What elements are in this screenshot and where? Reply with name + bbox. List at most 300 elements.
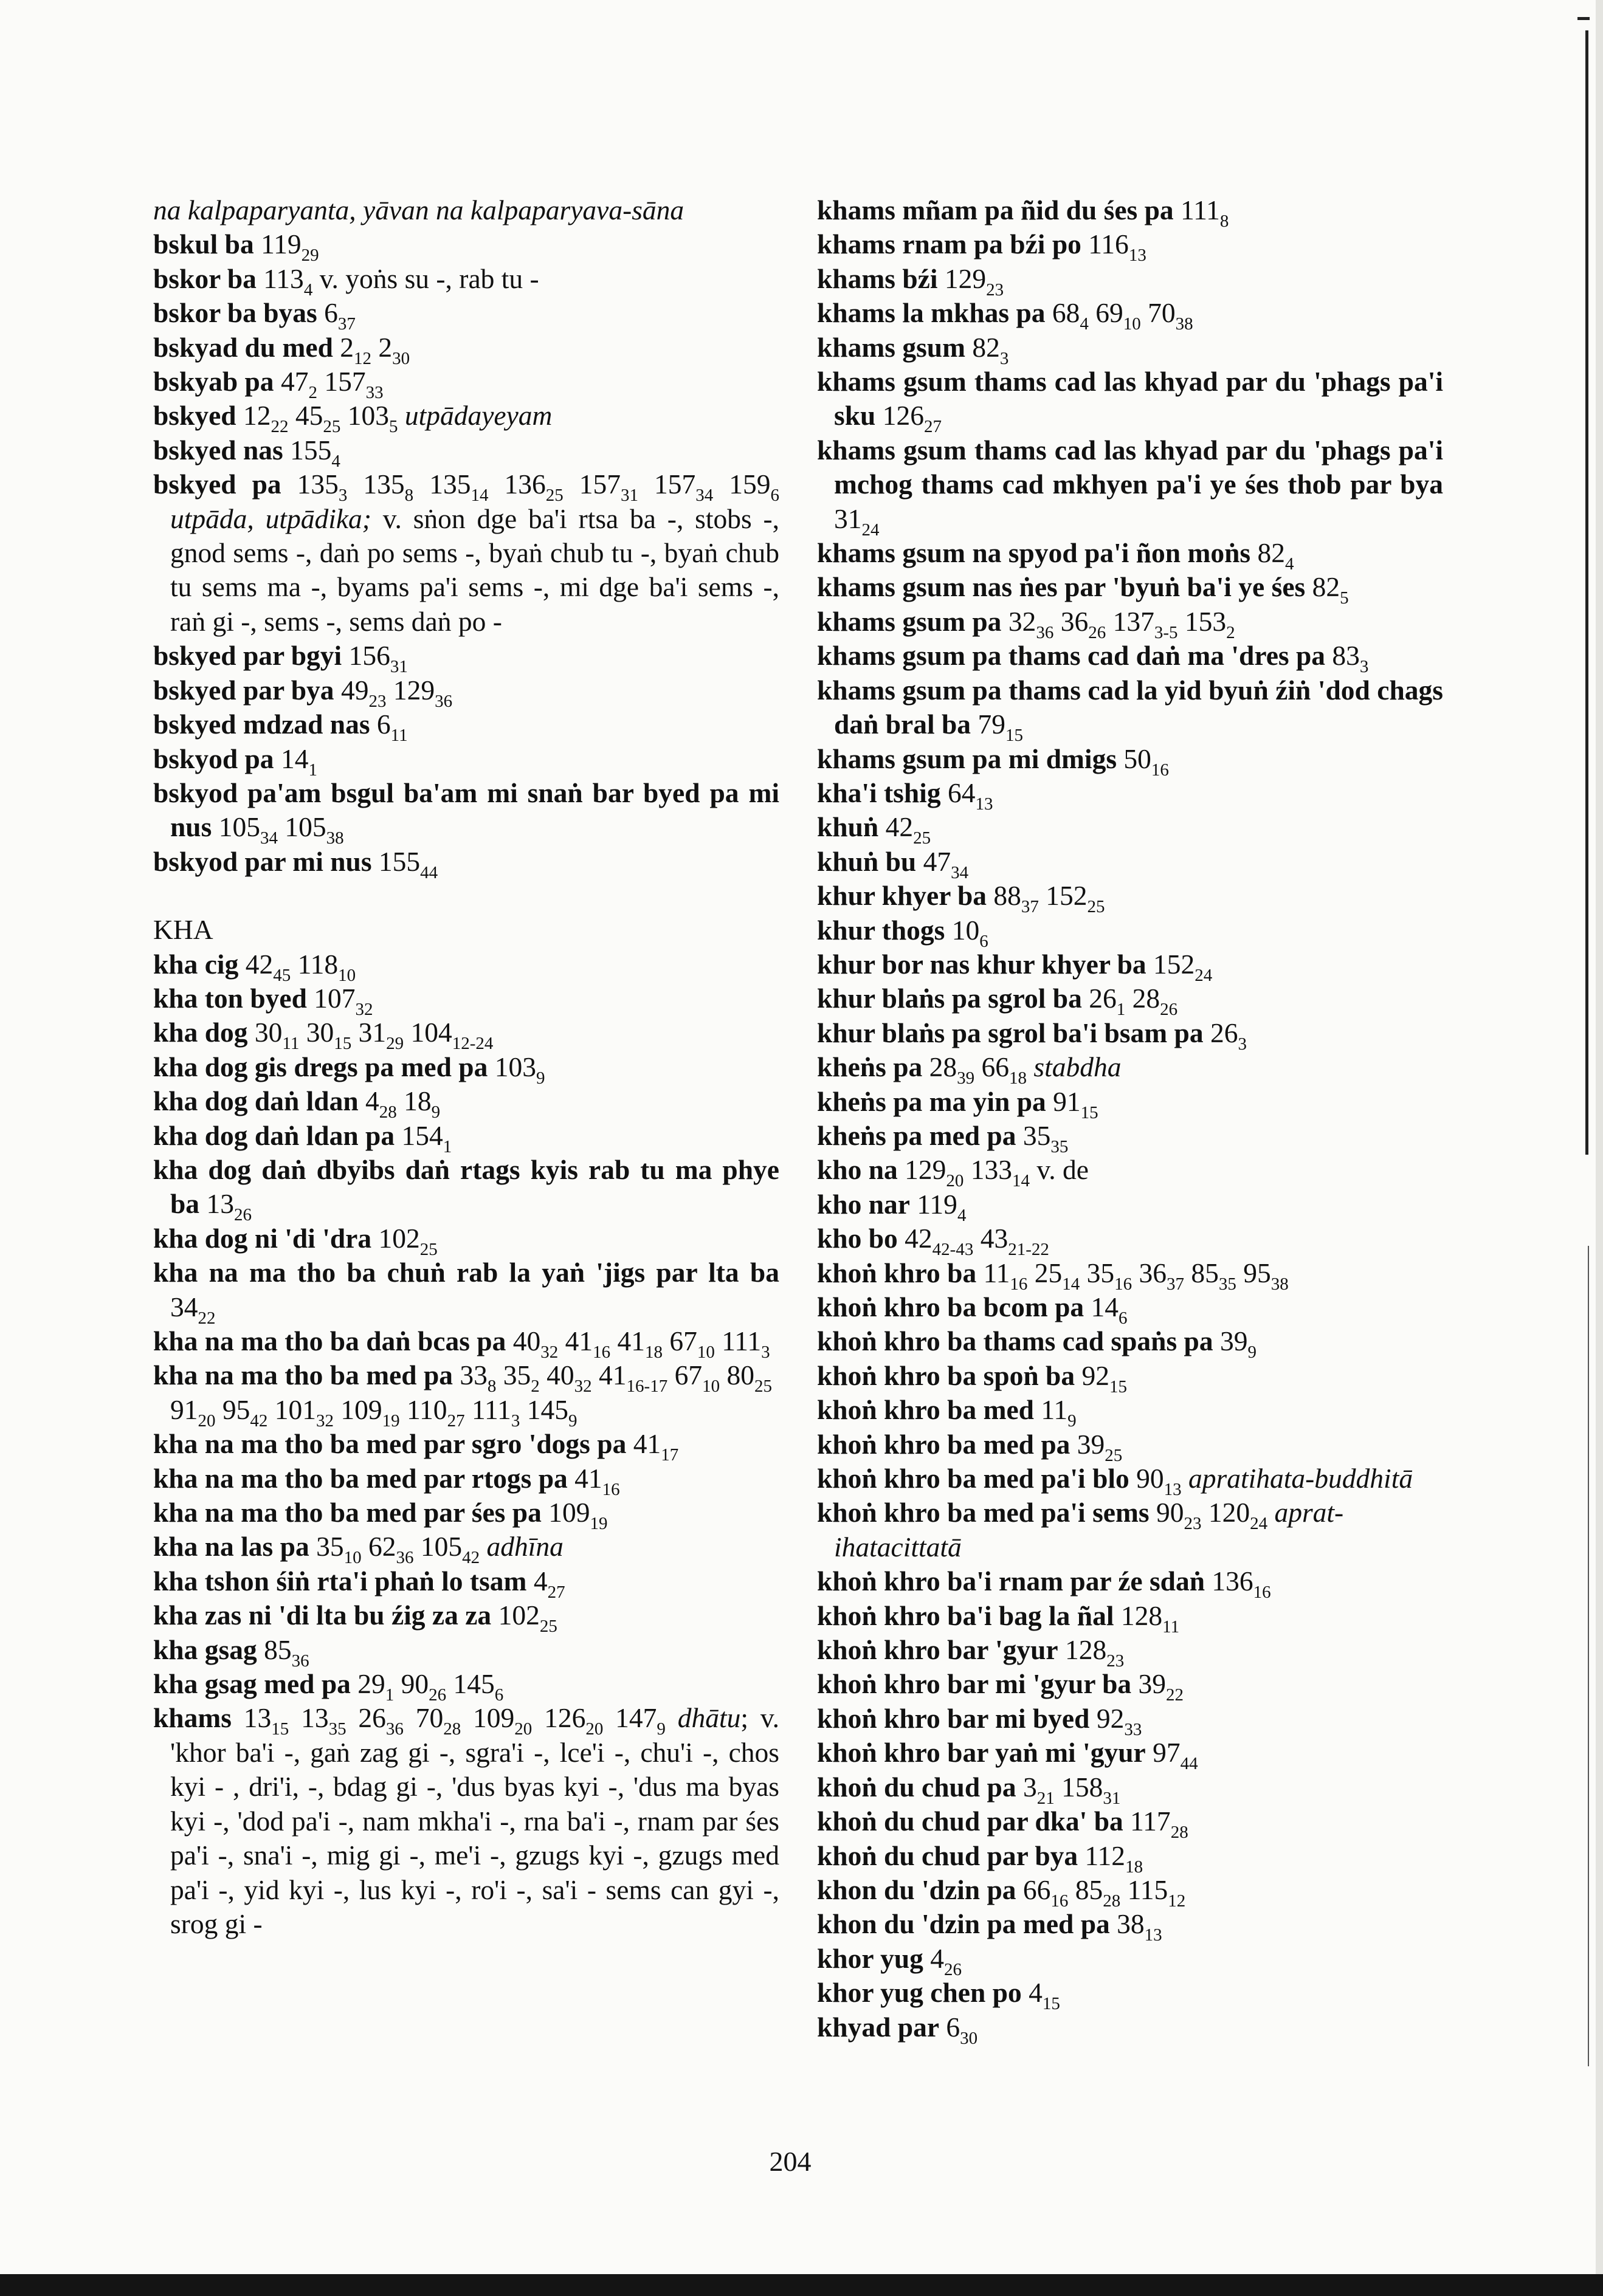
entry-text: 28 xyxy=(1125,983,1160,1014)
index-entry xyxy=(817,1085,1443,1122)
left-column xyxy=(153,193,779,1941)
entry-text: 4 xyxy=(923,1942,945,1974)
line-subscript: 44 xyxy=(420,862,438,882)
index-entry xyxy=(153,1324,779,1362)
entry-text: 26 xyxy=(346,1702,386,1734)
headword: khams gsum thams cad las khyad par du 'phags pa'i mchog thams cad mkhyen pa'i ye śes thob par bya xyxy=(817,434,1443,500)
line-subscript: 17 xyxy=(661,1445,679,1465)
entry-text: 31 xyxy=(351,1017,387,1048)
index-entry xyxy=(153,1256,779,1328)
line-subscript: 35 xyxy=(1050,1136,1069,1157)
line-subscript: 22 xyxy=(1166,1685,1184,1705)
headword: khoṅ du chud par dka' ba xyxy=(817,1806,1123,1837)
index-entry xyxy=(817,1359,1443,1397)
headword: kha na las pa xyxy=(153,1531,309,1562)
line-subscript: 16 xyxy=(602,1479,620,1499)
entry-text: 41 xyxy=(626,1428,661,1460)
entry-text: 42 xyxy=(878,811,914,843)
entry-text: 82 xyxy=(1305,571,1340,603)
entry-text: 90 xyxy=(1129,1463,1164,1494)
line-subscript: 5 xyxy=(388,417,398,437)
entry-text: 157 xyxy=(563,469,621,500)
line-subscript: 28 xyxy=(1170,1823,1188,1843)
index-entry xyxy=(153,1153,779,1225)
index-entry xyxy=(153,742,779,780)
index-entry xyxy=(817,1564,1443,1603)
line-subscript: 36 xyxy=(1036,622,1054,642)
headword: kho na xyxy=(817,1154,898,1186)
entry-text: 66 xyxy=(974,1051,1009,1083)
entry-text: 36 xyxy=(1053,605,1089,637)
line-subscript: 20 xyxy=(946,1171,964,1191)
index-entry xyxy=(153,1222,779,1259)
index-entry xyxy=(153,1050,779,1088)
index-entry xyxy=(817,1050,1443,1088)
line-subscript: 10 xyxy=(343,1548,362,1568)
line-subscript: 26 xyxy=(233,1205,252,1225)
line-subscript: 32 xyxy=(574,1377,592,1397)
page-edge xyxy=(1596,0,1603,2296)
headword: kha na ma tho ba chuṅ rab la yaṅ 'jigs par lta ba xyxy=(153,1257,779,1288)
line-subscript: 15 xyxy=(271,1719,289,1739)
index-entry xyxy=(153,1427,779,1465)
index-entry xyxy=(817,605,1443,642)
line-subscript: 32 xyxy=(540,1342,559,1362)
entry-text: 79 xyxy=(971,709,1005,740)
index-entry xyxy=(817,1222,1443,1260)
line-subscript: 25 xyxy=(1105,1445,1123,1465)
entry-text: 26 xyxy=(1081,983,1117,1014)
index-entry xyxy=(153,399,779,437)
entry-text: 6 xyxy=(939,2011,960,2043)
entry-text xyxy=(480,1531,486,1562)
index-entry xyxy=(817,262,1443,300)
entry-text: 47 xyxy=(916,845,951,877)
line-subscript: 14 xyxy=(471,486,489,506)
sanskrit-term: na kalpaparyanta, yāvan na kalpaparyava-sāna xyxy=(153,194,684,225)
headword: khoṅ khro bar mi 'gyur ba xyxy=(817,1668,1132,1700)
line-subscript: 8 xyxy=(404,486,414,506)
entry-text: 30 xyxy=(299,1017,334,1048)
entry-text: 117 xyxy=(1123,1806,1171,1837)
line-subscript: 3 xyxy=(999,348,1009,368)
line-subscript: 38 xyxy=(326,828,344,848)
line-subscript: 37 xyxy=(337,314,356,334)
index-entry xyxy=(817,1153,1443,1191)
line-subscript: 5 xyxy=(1340,588,1349,608)
entry-text: 145 xyxy=(446,1668,495,1700)
entry-text: 35 xyxy=(496,1359,531,1391)
entry-text: 135 xyxy=(413,469,471,500)
index-entry xyxy=(153,639,779,677)
headword: kha dog daṅ ldan pa xyxy=(153,1119,395,1151)
index-entry xyxy=(817,1016,1443,1054)
entry-text xyxy=(1027,1051,1033,1082)
headword: khur khyer ba xyxy=(817,880,987,912)
entry-text: 69 xyxy=(1088,297,1123,329)
entry-text xyxy=(1267,1497,1274,1528)
index-entry xyxy=(817,227,1443,266)
headword: khoṅ khro ba med pa'i blo xyxy=(817,1463,1129,1494)
entry-text: 115 xyxy=(1120,1874,1168,1905)
entry-text: 109 xyxy=(334,1394,382,1425)
index-entry xyxy=(153,262,779,300)
entry-text: v. sṅon dge ba'i rtsa ba -, stobs -, gnod sems -, daṅ po sems -, byaṅ chub tu -, byaṅ chub tu sems ma -, byams pa'i sems -, mi dge ba'i sems -, raṅ gi -, sems -, sems daṅ po - xyxy=(170,503,779,637)
entry-text: 43 xyxy=(973,1223,1008,1254)
entry-text: 45 xyxy=(288,400,323,431)
index-entry xyxy=(817,536,1443,574)
index-entry xyxy=(153,1564,779,1602)
entry-text: 28 xyxy=(922,1051,957,1083)
entry-text: 6 xyxy=(317,297,338,329)
headword: khoṅ khro ba bcom pa xyxy=(817,1291,1084,1322)
entry-text: 145 xyxy=(520,1394,568,1425)
line-subscript: 36 xyxy=(396,1548,414,1568)
headword: khams gsum pa thams cad la yid byuṅ źiṅ 'dod chags daṅ bral ba xyxy=(817,674,1443,740)
entry-text: 39 xyxy=(1131,1668,1166,1700)
entry-text: 11 xyxy=(976,1257,1010,1288)
headword: khoṅ khro ba'i rnam par źe sdaṅ xyxy=(817,1566,1205,1597)
headword: khur blaṅs pa sgrol ba xyxy=(817,983,1082,1014)
entry-text: 102 xyxy=(491,1600,540,1631)
line-subscript: 37 xyxy=(1167,1274,1185,1294)
headword: khams gsum na spyod pa'i ñon moṅs xyxy=(817,537,1251,569)
line-subscript: 21-22 xyxy=(1008,1240,1049,1260)
line-subscript: 38 xyxy=(1270,1274,1289,1294)
line-subscript: 16 xyxy=(593,1342,611,1362)
line-subscript: 3-5 xyxy=(1154,622,1178,642)
entry-text: 107 xyxy=(306,982,356,1014)
entry-text: 153 xyxy=(1177,605,1227,637)
line-subscript: 1 xyxy=(1116,1000,1126,1020)
headword: kha dog daṅ ldan xyxy=(153,1085,359,1117)
line-subscript: 26 xyxy=(944,1959,962,1979)
entry-text: ; v. 'khor ba'i -, gaṅ zag gi -, sgra'i -, lce'i -, chu'i -, chos kyi - , dri'i, -, bdag gi -, 'dus byas kyi -, 'dus ma byas kyi -, 'dod pa'i -, nam mkha'i -, rna ba'i -, rnam par śes pa'i -, sna'i -, mig gi -, me'i -, gzugs kyi -, gzugs med pa'i -, yid kyi -, lus kyi -, ro'i -, sa'i - sems can gyi -, srog gi - xyxy=(170,1702,779,1939)
headword: khams gsum pa thams cad daṅ ma 'dres pa xyxy=(817,640,1326,672)
entry-text: 126 xyxy=(875,400,924,431)
line-subscript: 18 xyxy=(1125,1857,1143,1877)
index-entry xyxy=(153,433,779,471)
line-subscript: 29 xyxy=(386,1034,404,1054)
index-entry xyxy=(153,673,779,711)
line-subscript: 12 xyxy=(1168,1891,1186,1911)
line-subscript: 24 xyxy=(861,520,880,540)
headword: kha ton byed xyxy=(153,982,307,1014)
index-entry xyxy=(817,1290,1443,1328)
headword: kha na ma tho ba med par śes pa xyxy=(153,1497,542,1528)
index-entry xyxy=(153,845,779,882)
entry-text xyxy=(666,1702,678,1733)
line-subscript: 6 xyxy=(1119,1308,1128,1328)
entry-text: 133 xyxy=(964,1154,1013,1186)
line-subscript: 13 xyxy=(1128,246,1146,266)
index-entry xyxy=(817,1839,1443,1877)
headword: bskyed par bgyi xyxy=(153,640,342,672)
index-entry xyxy=(153,193,779,227)
line-subscript: 30 xyxy=(960,2028,978,2048)
entry-text: 14 xyxy=(1084,1291,1119,1322)
entry-text: 62 xyxy=(361,1531,396,1562)
entry-text: 10 xyxy=(945,914,980,946)
sanskrit-term: aprat-ihatacittatā xyxy=(834,1497,1344,1562)
sanskrit-term: utpādayeyam xyxy=(404,400,553,431)
entry-text: 31 xyxy=(834,503,862,534)
headword: kha cig xyxy=(153,948,239,980)
line-subscript: 34 xyxy=(951,862,969,882)
index-entry xyxy=(153,296,779,334)
line-subscript: 9 xyxy=(536,1068,545,1088)
index-entry xyxy=(153,365,779,403)
headword: khams bźi xyxy=(817,263,938,294)
line-subscript: 22 xyxy=(271,417,289,437)
entry-text: 13 xyxy=(199,1188,234,1220)
entry-text: 152 xyxy=(1146,948,1195,980)
index-entry xyxy=(817,742,1443,780)
headword: khor yug xyxy=(817,1942,923,1974)
line-subscript: 34 xyxy=(260,828,278,848)
headword: khur bor nas khur khyer ba xyxy=(817,948,1146,980)
line-subscript: 28 xyxy=(443,1719,461,1739)
headword: khams xyxy=(153,1702,232,1734)
line-subscript: 6 xyxy=(770,486,779,506)
headword: bskyad du med xyxy=(153,331,333,363)
line-subscript: 25 xyxy=(754,1377,772,1397)
line-subscript: 32 xyxy=(316,1411,334,1431)
line-subscript: 29 xyxy=(301,246,319,266)
entry-text: 152 xyxy=(1038,880,1088,912)
index-entry xyxy=(817,1667,1443,1705)
headword: khuṅ xyxy=(817,811,879,843)
line-subscript: 33 xyxy=(365,383,384,403)
line-subscript: 25 xyxy=(1087,897,1105,917)
headword: kha dog xyxy=(153,1017,248,1048)
index-entry xyxy=(817,1942,1443,1979)
line-subscript: 28 xyxy=(1103,1891,1121,1911)
headword: kha dog gis dregs pa med pa xyxy=(153,1051,488,1082)
line-subscript: 23 xyxy=(368,691,387,711)
index-entry xyxy=(153,707,779,746)
line-subscript: 19 xyxy=(590,1514,608,1534)
line-subscript: 26 xyxy=(1088,622,1106,642)
entry-text: 157 xyxy=(638,469,696,500)
entry-text: 103 xyxy=(488,1051,536,1082)
headword: khoṅ khro ba xyxy=(817,1257,977,1288)
entry-text: 4 xyxy=(526,1565,548,1597)
entry-text: 85 xyxy=(1068,1874,1103,1905)
line-subscript: 1 xyxy=(308,760,317,780)
line-subscript: 16 xyxy=(1151,760,1169,780)
index-entry xyxy=(817,810,1443,848)
line-subscript: 19 xyxy=(382,1411,400,1431)
line-subscript: 37 xyxy=(1021,897,1039,917)
line-subscript: 23 xyxy=(986,280,1004,300)
sanskrit-term: utpāda, utpādika; xyxy=(170,503,371,534)
line-subscript: 32 xyxy=(355,999,373,1019)
headword: bskyod par mi nus xyxy=(153,845,372,877)
line-subscript: 9 xyxy=(657,1719,666,1739)
headword: kho bo xyxy=(817,1223,898,1254)
entry-text: 26 xyxy=(1203,1017,1238,1048)
index-entry xyxy=(153,331,779,368)
line-subscript: 36 xyxy=(385,1719,404,1739)
entry-text: 32 xyxy=(1001,605,1036,637)
entry-text: 119 xyxy=(910,1188,957,1220)
entry-text: 85 xyxy=(1184,1257,1219,1288)
index-entry xyxy=(153,227,779,266)
entry-text: 35 xyxy=(1080,1257,1115,1288)
headword: khuṅ bu xyxy=(817,845,917,877)
entry-text: 41 xyxy=(558,1325,593,1356)
line-subscript: 27 xyxy=(923,417,942,437)
index-entry xyxy=(153,947,779,985)
headword: bskyed xyxy=(153,400,236,431)
line-subscript: 4 xyxy=(331,451,340,471)
line-subscript: 30 xyxy=(392,348,410,368)
index-entry xyxy=(817,776,1443,814)
entry-text: 136 xyxy=(488,469,546,500)
index-entry xyxy=(817,1702,1443,1739)
line-subscript: 33 xyxy=(1124,1719,1142,1739)
entry-text: 135 xyxy=(347,469,405,500)
entry-text: 97 xyxy=(1145,1737,1181,1768)
line-subscript: 3 xyxy=(511,1411,520,1431)
entry-text: 83 xyxy=(1325,640,1360,672)
entry-text: 104 xyxy=(404,1017,452,1048)
entry-text: 11 xyxy=(1033,1394,1068,1426)
index-entry xyxy=(817,1804,1443,1843)
index-entry xyxy=(153,1633,779,1671)
line-subscript: 10 xyxy=(338,965,356,985)
entry-text: 47 xyxy=(274,366,309,397)
line-subscript: 15 xyxy=(334,1034,352,1054)
entry-text: 92 xyxy=(1075,1359,1109,1391)
entry-text: 128 xyxy=(1058,1634,1107,1666)
line-subscript: 14 xyxy=(1012,1171,1030,1191)
line-subscript: 10 xyxy=(697,1342,715,1362)
entry-text: 39 xyxy=(1070,1428,1105,1460)
index-entry xyxy=(817,433,1443,540)
section-heading xyxy=(153,913,779,947)
entry-text: 155 xyxy=(283,434,332,466)
entry-text: 80 xyxy=(720,1359,754,1391)
line-subscript: 4 xyxy=(303,280,313,300)
line-subscript: 4 xyxy=(1080,314,1089,334)
entry-text: 105 xyxy=(413,1531,463,1562)
index-entry xyxy=(817,1633,1443,1671)
headword: khoṅ du chud pa xyxy=(817,1771,1016,1803)
line-subscript: 3 xyxy=(338,486,348,506)
line-subscript: 20 xyxy=(585,1719,604,1739)
headword: khoṅ khro bar yaṅ mi 'gyur xyxy=(817,1737,1146,1768)
sanskrit-term: apratihata-buddhitā xyxy=(1188,1463,1413,1494)
line-subscript: 14 xyxy=(1062,1274,1080,1294)
line-subscript: 6 xyxy=(979,931,988,951)
line-subscript: 22 xyxy=(198,1308,216,1328)
entry-text: 90 xyxy=(394,1668,429,1700)
line-subscript: 2 xyxy=(308,383,317,403)
entry-text xyxy=(1182,1463,1188,1494)
index-entry xyxy=(817,193,1443,231)
entry-text: 66 xyxy=(1016,1874,1051,1905)
entry-text: 129 xyxy=(386,674,435,706)
headword: kheṅs pa xyxy=(817,1051,923,1083)
entry-text: 35 xyxy=(309,1531,344,1562)
entry-text: 137 xyxy=(1106,605,1154,637)
index-entry xyxy=(817,879,1443,917)
line-subscript: 9 xyxy=(1067,1411,1077,1431)
entry-text: 70 xyxy=(1140,297,1176,329)
headword: kha na ma tho ba med par sgro 'dogs pa xyxy=(153,1428,627,1460)
entry-text: 95 xyxy=(1236,1257,1271,1288)
line-subscript: 26 xyxy=(1160,1000,1178,1020)
entry-text: 95 xyxy=(215,1394,250,1425)
line-subscript: 35 xyxy=(1218,1274,1236,1294)
index-entry xyxy=(817,673,1443,746)
entry-text: 13 xyxy=(289,1702,329,1734)
index-entry xyxy=(817,331,1443,368)
line-subscript: 12-24 xyxy=(452,1034,494,1054)
line-subscript: 16 xyxy=(1253,1583,1271,1603)
line-subscript: 16 xyxy=(1114,1274,1132,1294)
headword: bskul ba xyxy=(153,229,254,260)
line-subscript: 16-17 xyxy=(626,1377,668,1397)
entry-text: 88 xyxy=(987,880,1021,912)
entry-text: 111 xyxy=(464,1394,511,1425)
entry-text: KHA xyxy=(153,914,213,946)
entry-text: 70 xyxy=(403,1702,444,1734)
entry-text: 129 xyxy=(897,1154,946,1186)
entry-text: 33 xyxy=(453,1359,488,1391)
index-entry xyxy=(817,1393,1443,1431)
headword: kheṅs pa ma yin pa xyxy=(817,1085,1046,1117)
entry-text: 42 xyxy=(897,1223,932,1254)
line-subscript: 45 xyxy=(273,965,291,985)
headword: bskyed nas xyxy=(153,434,283,466)
entry-text: 111 xyxy=(714,1325,762,1356)
headword: khoṅ khro bar 'gyur xyxy=(817,1634,1058,1666)
entry-text: 128 xyxy=(1114,1600,1163,1631)
line-subscript: 11 xyxy=(390,726,408,746)
entry-text: 67 xyxy=(667,1359,703,1391)
headword: kha na ma tho ba med par rtogs pa xyxy=(153,1462,568,1494)
entry-text: 112 xyxy=(1078,1840,1126,1871)
headword: bskyed par bya xyxy=(153,674,334,706)
line-subscript: 2 xyxy=(1226,622,1235,642)
headword: bskyod pa'am bsgul ba'am mi snaṅ bar byed pa mi nus xyxy=(153,777,779,843)
line-subscript: 42 xyxy=(462,1548,480,1568)
headword: khon du 'dzin pa med pa xyxy=(817,1908,1110,1940)
index-entry xyxy=(817,570,1443,608)
headword: bskor ba xyxy=(153,263,257,294)
headword: khoṅ khro bar mi byed xyxy=(817,1702,1090,1734)
entry-text: 92 xyxy=(1089,1702,1125,1734)
headword: bskyod pa xyxy=(153,743,274,774)
entry-text: 35 xyxy=(1016,1119,1051,1151)
entry-text: 12 xyxy=(236,400,271,431)
headword: khams rnam pa bźi po xyxy=(817,229,1081,260)
line-subscript: 15 xyxy=(1042,1994,1060,2014)
index-entry xyxy=(153,1530,779,1568)
entry-text: 159 xyxy=(713,469,771,500)
entry-text: 90 xyxy=(1149,1497,1184,1528)
line-subscript: 25 xyxy=(323,417,341,437)
headword: khyad par xyxy=(817,2011,940,2043)
line-subscript: 9 xyxy=(568,1411,577,1431)
line-subscript: 13 xyxy=(975,794,993,814)
headword: kheṅs pa med pa xyxy=(817,1119,1016,1151)
entry-text: 154 xyxy=(395,1119,443,1151)
headword: khoṅ khro ba spoṅ ba xyxy=(817,1359,1075,1391)
